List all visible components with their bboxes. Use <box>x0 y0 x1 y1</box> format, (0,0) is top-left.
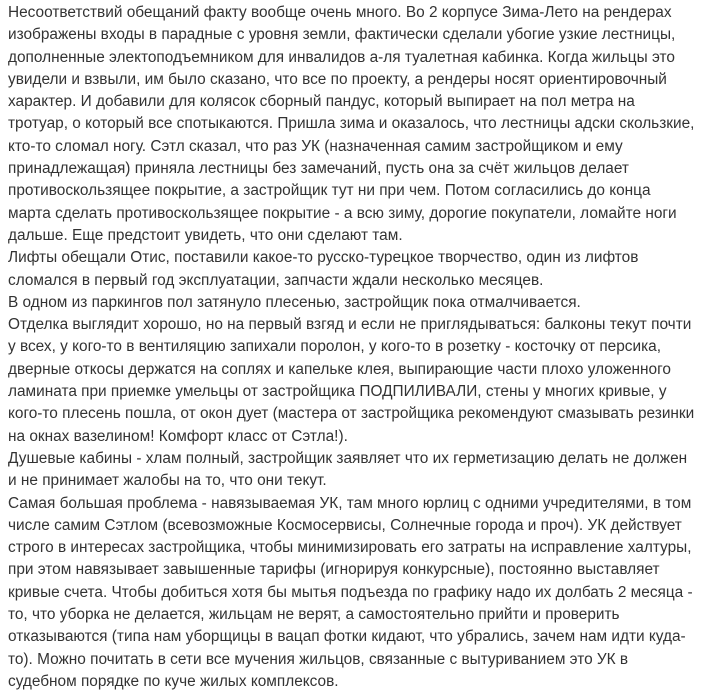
review-paragraph-entrances: Несоответствий обещаний факту вообще очень много. Во 2 корпусе Зима-Лето на рендерах изображены входы в парадные с уровня земли, фактически сделали убогие узкие лестницы, дополненные электоподъемником для инвалидов а-ля туалетная кабинка. Когда жильцы это увидели и взвыли, им было сказано, что все по проекту, а рендеры носят ориентировочный характер. И добавили для колясок сборный пандус, который выпирает на пол метра на тротуар, о который все спотыкаются. Пришла зима и оказалось, что лестницы адски скользкие, кто-то сломал ногу. Сэтл сказал, что раз УК (назначенная самим застройщиком и ему принадлежащая) приняла лестницы без замечаний, пусть она за счёт жильцов делает противоскользящее покрытие, а застройщик тут ни при чем. Потом согласились до конца марта сделать противоскользящее покрытие - а всю зиму, дорогие покупатели, ломайте ноги дальше. Еще предстоит увидеть, что они сделают там. <box>8 4 695 244</box>
review-paragraph-showers: Душевые кабины - хлам полный, застройщик заявляет что их герметизацию делать не должен и не принимает жалобы на то, что они текут. <box>8 449 688 490</box>
review-paragraph-management-company: Самая большая проблема - навязываемая УК, там много юрлиц с одними учредителями, в том числе самим Сэтлом (всевозможные Космосервисы, Солнечные города и проч). УК действует строго в интересах застройщика, чтобы минимизировать его затраты на исправление халтуры, при этом навязывает завышенные тарифы (игнорируя конкурсные), постоянно выставляет кривые счета. Чтобы добиться хотя бы мытья подъезда по графику надо их долбать 2 месяца - то, что уборка не делается, жильцам не верят, а самостоятельно прийти и проверить отказываются (типа нам уборщицы в вацап фотки кидают, что убрались, зачем нам идти куда-то). Можно почитать в сети все мучения жильцов, связанные с вытуриванием это УК в судебном порядке по куче жилых комплексов. <box>8 494 693 690</box>
review-paragraph-elevators: Лифты обещали Отис, поставили какое-то русско-турецкое творчество, один из лифтов сломался в первый год эксплуатации, запчасти ждали несколько месяцев. <box>8 249 639 289</box>
review-paragraph-finishing: Отделка выглядит хорошо, но на первый взгяд и если не приглядываться: балконы текут почти у всех, у кого-то в вентиляцию запихали поролон, у кого-то в розетку - косточку от персика, дверные откосы держатся на соплях и капельке клея, выпирающие части плохо уложенного ламината при приемке умельцы от застройщика ПОДПИЛИВАЛИ, стены у многих кривые, у кого-то плесень пошла, от окон дует (мастера от застройщика рекомендуют смазывать резинки на окнах вазелином! Комфорт класс от Сэтла!). <box>8 316 695 445</box>
review-paragraph-parking: В одном из паркингов пол затянуло плесенью, застройщик пока отмалчивается. <box>8 293 581 311</box>
